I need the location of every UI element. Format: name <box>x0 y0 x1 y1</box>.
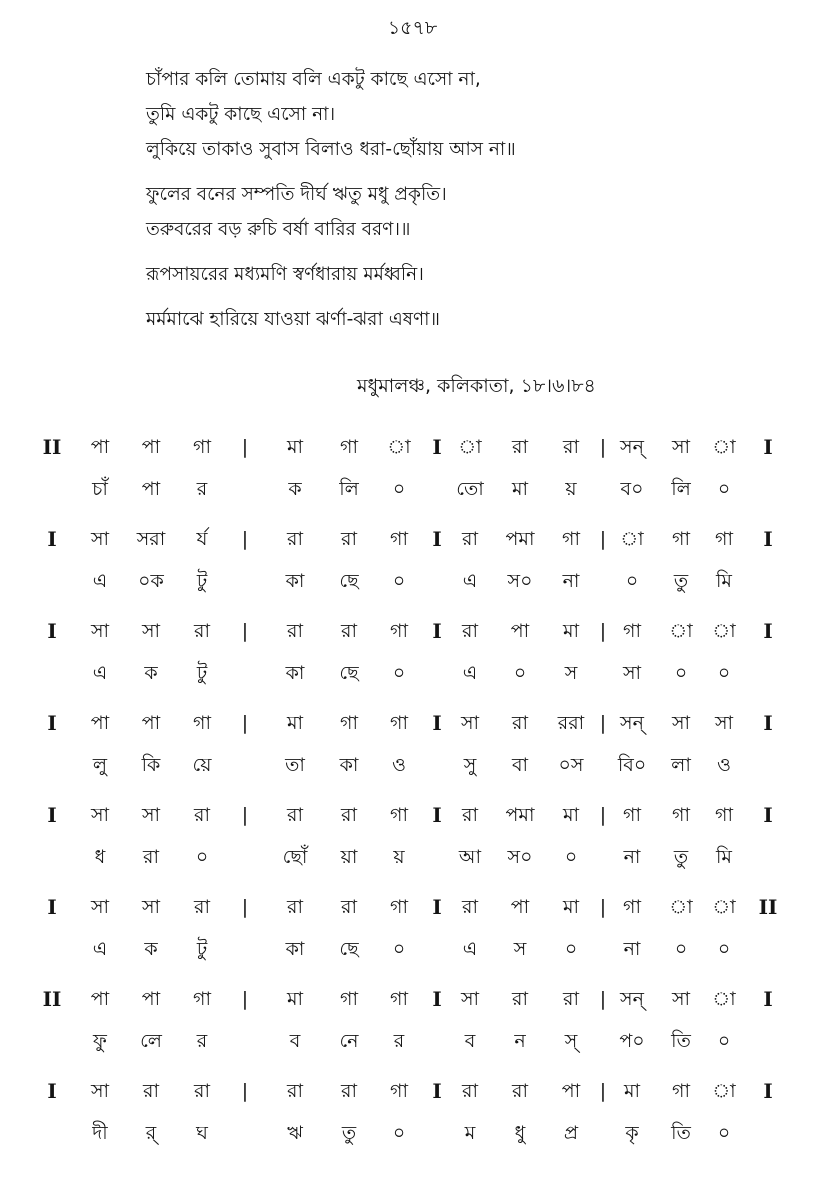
lyric-syllable: লু <box>92 754 108 776</box>
lyric-syllable: ০ <box>564 846 578 868</box>
lyric-syllable-row <box>0 472 825 506</box>
lyric-syllable: তু <box>673 570 689 592</box>
lyric-syllable: ঘ <box>196 1122 208 1144</box>
lyric-syllable: ব০ <box>620 478 644 500</box>
lyric-syllable: লি <box>671 478 691 500</box>
lyric-syllable: প্র <box>563 1122 579 1144</box>
lyric-syllable: ছে <box>339 938 359 960</box>
swara-note: গা <box>623 896 641 918</box>
lyric-line: রূপসায়রের মধ্যমণি স্বর্ণধারায় মর্মধ্বনি। <box>146 264 424 285</box>
swara-row <box>0 614 825 648</box>
lyric-syllable: ব <box>464 1030 476 1052</box>
lyric-syllable: বি০ <box>617 754 647 776</box>
swara-note: সা <box>141 620 161 642</box>
end-barline: I <box>763 711 773 735</box>
lyric-syllable-row <box>0 1024 825 1058</box>
lyric-syllable: ন <box>514 1030 526 1052</box>
lyric-syllable: নে <box>339 1030 359 1052</box>
lyric-syllable: ধু <box>514 1122 526 1144</box>
swara-note: সা <box>671 988 691 1010</box>
start-barline: I <box>47 619 57 643</box>
swara-note: গা <box>193 436 211 458</box>
barline: | <box>599 620 607 642</box>
lyric-syllable-row <box>0 840 825 874</box>
swara-note: রা <box>512 1080 528 1102</box>
swara-note: সা <box>90 620 110 642</box>
swara-note: রা <box>194 804 210 826</box>
swara-note: গা <box>390 620 408 642</box>
lyric-syllable: ম <box>464 1122 476 1144</box>
lyric-syllable: এ <box>92 662 108 684</box>
lyric-line: লুকিয়ে তাকাও সুবাস বিলাও ধরা-ছোঁয়ায় আস না॥ <box>146 139 516 160</box>
lyric-syllable: এ <box>462 570 478 592</box>
barline: I <box>432 1079 442 1103</box>
lyric-syllable-row <box>0 1116 825 1150</box>
swara-note: পা <box>141 712 161 734</box>
lyric-syllable: ০ <box>717 1122 731 1144</box>
swara-note: সা <box>90 1080 110 1102</box>
lyric-syllable: তি <box>671 1122 691 1144</box>
lyric-syllable: স্ <box>564 1030 578 1052</box>
swara-note: া <box>712 1080 736 1102</box>
lyric-line: ফুলের বনের সম্পতি দীর্ঘ ঋতু মধু প্রকৃতি। <box>146 184 447 205</box>
lyric-line: চাঁপার কলি তোমায় বলি একটু কাছে এসো না, <box>146 69 481 90</box>
swara-note: রা <box>194 1080 210 1102</box>
composition-credit: মধুমালঞ্চ, কলিকাতা, ১৮।৬।৮৪ <box>357 375 596 397</box>
swara-note: পা <box>90 988 110 1010</box>
notation-block <box>0 798 825 890</box>
swara-note: গা <box>193 988 211 1010</box>
lyric-syllable: ০স <box>558 754 584 776</box>
lyric-syllable: ০ <box>625 570 639 592</box>
lyric-syllable: ০ <box>392 570 406 592</box>
barline: | <box>241 528 249 550</box>
lyric-syllable: আ <box>458 846 482 868</box>
swara-note: পমা <box>505 804 535 826</box>
notation-block <box>0 614 825 706</box>
barline: I <box>432 619 442 643</box>
notation-block <box>0 706 825 798</box>
start-barline: I <box>47 711 57 735</box>
lyric-syllable: ০ <box>392 478 406 500</box>
barline: | <box>599 804 607 826</box>
lyric-syllable: ধ <box>94 846 106 868</box>
lyric-syllable: ০ <box>513 662 527 684</box>
lyric-syllable: ০ <box>564 938 578 960</box>
lyric-syllable: তু <box>341 1122 357 1144</box>
lyric-syllable: দী <box>92 1122 108 1144</box>
barline: | <box>241 896 249 918</box>
swara-note: সা <box>714 712 734 734</box>
start-barline: I <box>47 895 57 919</box>
lyric-syllable: য়া <box>340 846 358 868</box>
swara-note: া <box>458 436 482 458</box>
swara-note: রা <box>462 620 478 642</box>
stanza <box>146 62 786 167</box>
swara-note: রা <box>287 528 303 550</box>
swara-note: া <box>620 528 644 550</box>
swara-note: রা <box>563 436 579 458</box>
swara-note: সা <box>90 528 110 550</box>
lyric-syllable-row <box>0 748 825 782</box>
swara-note: রা <box>341 896 357 918</box>
lyric-syllable: মি <box>716 570 732 592</box>
end-barline: I <box>763 1079 773 1103</box>
lyric-syllable: ফু <box>93 1030 107 1052</box>
lyric-syllable: তি <box>671 1030 691 1052</box>
swara-note: া <box>387 436 411 458</box>
barline: | <box>241 804 249 826</box>
swara-note: রা <box>287 896 303 918</box>
notation-block <box>0 1074 825 1166</box>
lyric-syllable: ও <box>392 754 406 776</box>
lyric-syllable: ০ <box>717 662 731 684</box>
swara-note: া <box>712 436 736 458</box>
lyric-syllable: ক <box>144 938 158 960</box>
end-barline: I <box>763 527 773 551</box>
swara-row <box>0 522 825 556</box>
lyric-syllable: না <box>623 846 641 868</box>
lyric-syllable: ও <box>717 754 731 776</box>
barline: | <box>599 528 607 550</box>
lyric-syllable: এ <box>462 662 478 684</box>
notation-table <box>0 430 825 1166</box>
swara-note: মা <box>286 988 304 1010</box>
barline: | <box>241 620 249 642</box>
swara-note: গা <box>390 804 408 826</box>
lyric-syllable: ঋ <box>287 1122 303 1144</box>
swara-row <box>0 890 825 924</box>
end-barline: I <box>763 987 773 1011</box>
start-barline: II <box>42 987 62 1011</box>
swara-note: পা <box>510 620 530 642</box>
swara-note: রা <box>143 1080 159 1102</box>
swara-row <box>0 982 825 1016</box>
end-barline: II <box>758 895 778 919</box>
swara-note: পা <box>141 988 161 1010</box>
barline: | <box>241 1080 249 1102</box>
swara-note: মা <box>286 436 304 458</box>
swara-note: গা <box>715 528 733 550</box>
lyric-syllable: ০ <box>717 938 731 960</box>
swara-note: া <box>712 620 736 642</box>
swara-row <box>0 430 825 464</box>
lyric-syllable: স০ <box>507 846 533 868</box>
swara-note: গা <box>340 436 358 458</box>
barline: I <box>432 435 442 459</box>
swara-note: রা <box>512 436 528 458</box>
start-barline: II <box>42 435 62 459</box>
lyric-syllable: টু <box>196 570 208 592</box>
end-barline: I <box>763 619 773 643</box>
lyric-syllable: ০ক <box>138 570 164 592</box>
swara-note: রা <box>194 620 210 642</box>
lyric-syllable: কা <box>285 570 305 592</box>
swara-note: পা <box>90 712 110 734</box>
end-barline: I <box>763 435 773 459</box>
lyric-syllable: এ <box>92 938 108 960</box>
lyric-syllable: রা <box>143 846 159 868</box>
swara-note: র্য <box>196 528 208 550</box>
barline: I <box>432 803 442 827</box>
lyric-syllable: প০ <box>619 1030 645 1052</box>
lyric-syllable-row <box>0 932 825 966</box>
swara-note: সা <box>671 712 691 734</box>
lyric-syllable: য়ে <box>192 754 212 776</box>
lyric-syllable: র <box>393 1030 405 1052</box>
swara-note: সা <box>671 436 691 458</box>
lyric-syllable: স০ <box>507 570 533 592</box>
swara-note: া <box>712 988 736 1010</box>
swara-note: রা <box>194 896 210 918</box>
swara-note: সা <box>90 804 110 826</box>
swara-note: গা <box>340 712 358 734</box>
swara-note: মা <box>286 712 304 734</box>
lyric-syllable: ছে <box>339 662 359 684</box>
swara-note: সরা <box>136 528 166 550</box>
swara-note: গা <box>672 1080 690 1102</box>
swara-note: পা <box>561 1080 581 1102</box>
swara-row <box>0 706 825 740</box>
notation-block <box>0 522 825 614</box>
lyric-syllable: ব <box>289 1030 301 1052</box>
swara-note: রা <box>512 712 528 734</box>
lyric-syllable: সু <box>463 754 477 776</box>
swara-note: পা <box>141 436 161 458</box>
swara-note: সা <box>141 804 161 826</box>
barline: | <box>241 436 249 458</box>
swara-note: গা <box>390 528 408 550</box>
lyric-syllable: র <box>196 1030 208 1052</box>
lyric-syllable: ০ <box>674 938 688 960</box>
swara-note: রা <box>563 988 579 1010</box>
swara-note: গা <box>390 1080 408 1102</box>
lyric-syllable: স <box>513 938 527 960</box>
swara-note: া <box>669 620 693 642</box>
swara-note: গা <box>390 712 408 734</box>
swara-note: রা <box>287 804 303 826</box>
barline: | <box>599 1080 607 1102</box>
barline: | <box>241 712 249 734</box>
lyric-line: মর্মমাঝে হারিয়ে যাওয়া ঝর্ণা-ঝরা এষণা॥ <box>146 309 440 330</box>
lyric-syllable-row <box>0 564 825 598</box>
swara-note: গা <box>672 804 690 826</box>
lyric-syllable: এ <box>462 938 478 960</box>
lyric-syllable: র <box>196 478 208 500</box>
lyric-syllable: য় <box>393 846 405 868</box>
lyric-syllable: চাঁ <box>92 478 108 500</box>
lyric-syllable: এ <box>92 570 108 592</box>
swara-note: মা <box>562 620 580 642</box>
lyric-line: তুমি একটু কাছে এসো না। <box>146 104 336 125</box>
swara-note: রা <box>341 620 357 642</box>
lyric-syllable: না <box>623 938 641 960</box>
stanza <box>146 177 786 247</box>
barline: | <box>599 712 607 734</box>
lyric-syllable: য় <box>565 478 577 500</box>
swara-note: রা <box>341 528 357 550</box>
swara-note: সা <box>90 896 110 918</box>
swara-note: সন্ <box>620 712 644 734</box>
lyric-syllable: কা <box>285 662 305 684</box>
lyric-syllable: কি <box>141 754 161 776</box>
swara-note: রা <box>287 620 303 642</box>
lyric-syllable: মা <box>511 478 529 500</box>
swara-note: গা <box>562 528 580 550</box>
lyric-line: তরুবরের বড় রুচি বর্ষা বারির বরণ।॥ <box>146 219 411 240</box>
lyric-syllable: ০ <box>392 662 406 684</box>
lyric-syllable: তু <box>673 846 689 868</box>
swara-note: রা <box>341 804 357 826</box>
lyric-syllable-row <box>0 656 825 690</box>
swara-note: রা <box>462 896 478 918</box>
swara-note: পা <box>90 436 110 458</box>
barline: I <box>432 987 442 1011</box>
swara-note: রা <box>341 1080 357 1102</box>
barline: | <box>599 436 607 458</box>
stanza <box>146 302 786 337</box>
lyric-syllable: না <box>562 570 580 592</box>
swara-note: সন্ <box>620 436 644 458</box>
start-barline: I <box>47 527 57 551</box>
swara-note: গা <box>715 804 733 826</box>
swara-note: মা <box>562 896 580 918</box>
swara-note: পা <box>510 896 530 918</box>
start-barline: I <box>47 803 57 827</box>
swara-note: গা <box>390 988 408 1010</box>
lyric-syllable: লে <box>140 1030 162 1052</box>
swara-note: রা <box>462 528 478 550</box>
swara-note: রা <box>462 1080 478 1102</box>
swara-note: রা <box>287 1080 303 1102</box>
lyric-syllable: কা <box>339 754 359 776</box>
notation-block <box>0 430 825 522</box>
lyric-syllable: ক <box>144 662 158 684</box>
lyric-syllable: ০ <box>717 478 731 500</box>
lyric-syllable: ছে <box>339 570 359 592</box>
swara-note: গা <box>623 804 641 826</box>
lyric-syllable: ক <box>288 478 302 500</box>
lyric-syllable: লি <box>339 478 359 500</box>
start-barline: I <box>47 1079 57 1103</box>
lyric-syllable: টু <box>196 938 208 960</box>
lyric-syllable: ছোঁ <box>282 846 308 868</box>
notation-block <box>0 890 825 982</box>
barline: | <box>241 988 249 1010</box>
swara-note: গা <box>623 620 641 642</box>
barline: I <box>432 895 442 919</box>
lyric-syllable: টু <box>196 662 208 684</box>
swara-note: া <box>712 896 736 918</box>
notation-block <box>0 982 825 1074</box>
swara-note: গা <box>193 712 211 734</box>
lyric-syllable: তা <box>285 754 305 776</box>
barline: I <box>432 711 442 735</box>
swara-note: সন্ <box>620 988 644 1010</box>
barline: | <box>599 896 607 918</box>
page-number: ১৫৭৮ <box>387 17 438 39</box>
swara-note: পমা <box>505 528 535 550</box>
lyric-syllable: ০ <box>392 938 406 960</box>
lyric-syllable: লা <box>671 754 691 776</box>
swara-note: গা <box>390 896 408 918</box>
lyric-syllable: মি <box>716 846 732 868</box>
lyric-syllable: পা <box>141 478 161 500</box>
lyric-syllable: র্ <box>145 1122 157 1144</box>
lyric-syllable: ০ <box>717 1030 731 1052</box>
lyric-syllable: বা <box>511 754 529 776</box>
swara-note: গা <box>340 988 358 1010</box>
swara-note: মা <box>562 804 580 826</box>
lyric-syllable: সা <box>622 662 642 684</box>
swara-row <box>0 1074 825 1108</box>
stanza <box>146 257 786 292</box>
end-barline: I <box>763 803 773 827</box>
lyric-syllable: কা <box>285 938 305 960</box>
lyric-syllable: স <box>564 662 578 684</box>
lyric-syllable: ০ <box>392 1122 406 1144</box>
barline: I <box>432 527 442 551</box>
lyric-syllable: ০ <box>674 662 688 684</box>
swara-note: রা <box>462 804 478 826</box>
swara-row <box>0 798 825 832</box>
swara-note: রা <box>512 988 528 1010</box>
lyric-syllable: কৃ <box>625 1122 639 1144</box>
lyrics-section <box>146 62 786 337</box>
swara-note: মা <box>623 1080 641 1102</box>
swara-note: গা <box>672 528 690 550</box>
lyric-syllable: তো <box>456 478 484 500</box>
swara-note: সা <box>460 712 480 734</box>
swara-note: সা <box>141 896 161 918</box>
swara-note: সা <box>460 988 480 1010</box>
swara-note: ররা <box>557 712 585 734</box>
barline: | <box>599 988 607 1010</box>
swara-note: া <box>669 896 693 918</box>
lyric-syllable: ০ <box>195 846 209 868</box>
